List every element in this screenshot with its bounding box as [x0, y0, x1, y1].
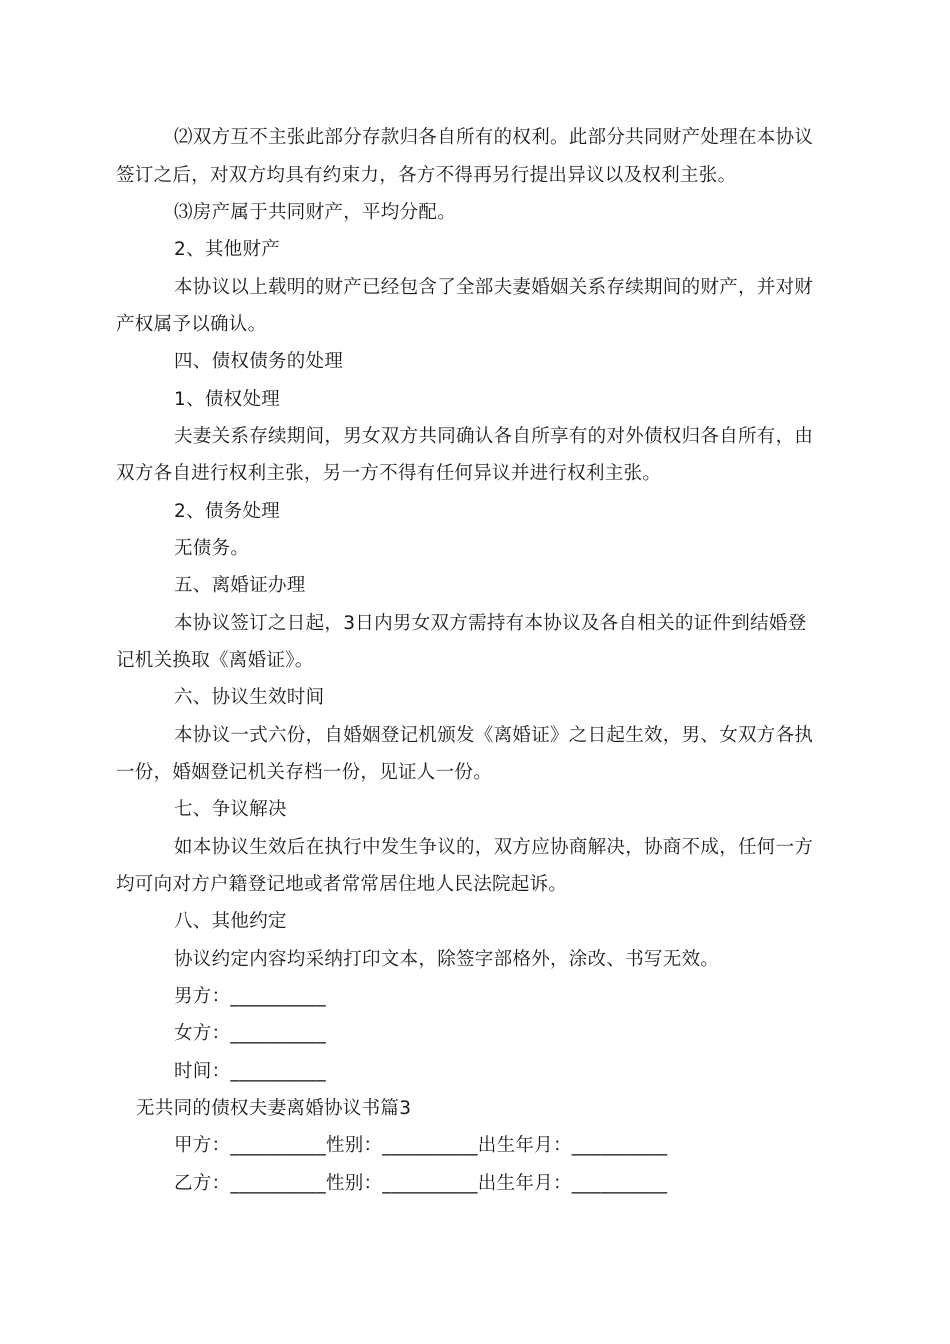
section-heading: 六、协议生效时间 — [174, 687, 325, 708]
section-heading: 2、其他财产 — [174, 239, 281, 260]
paragraph-line: 本协议签订之日起，3日内男女双方需持有本协议及各自相关的证件到结婚登 — [174, 613, 807, 634]
section-heading: 七、争议解决 — [174, 799, 287, 820]
paragraph-line: 记机关换取《离婚证》。 — [116, 650, 314, 671]
paragraph-line: 双方各自进行权利主张，另一方不得有任何异议并进行权利主张。 — [116, 463, 662, 484]
paragraph-line: 无债务。 — [174, 538, 250, 559]
section-heading: 2、债务处理 — [174, 501, 281, 522]
party-a-fields: 甲方：__________性别：__________出生年月：__________ — [174, 1135, 668, 1156]
paragraph-line: 协议约定内容均采纳打印文本，除签字部格外，涂改、书写无效。 — [174, 949, 720, 970]
paragraph-line: 夫妻关系存续期间，男女双方共同确认各自所享有的对外债权归各自所有，由 — [174, 426, 814, 447]
document-title: 无共同的债权夫妻离婚协议书篇3 — [136, 1098, 412, 1119]
paragraph-line: 签订之后，对双方均具有约束力，各方不得再另行提出异议以及权利主张。 — [116, 165, 737, 186]
paragraph-line: 一份，婚姻登记机关存档一份，见证人一份。 — [116, 762, 493, 783]
section-heading: 八、其他约定 — [174, 911, 287, 932]
paragraph-line: 均可向对方户籍登记地或者常常居住地人民法院起诉。 — [116, 874, 568, 895]
paragraph-line: ⑵双方互不主张此部分存款归各自所有的权利。此部分共同财产处理在本协议 — [174, 127, 814, 148]
section-heading: 四、债权债务的处理 — [174, 351, 344, 372]
paragraph-line: ⑶房产属于共同财产，平均分配。 — [174, 202, 457, 223]
paragraph-line: 本协议以上载明的财产已经包含了全部夫妻婚姻关系存续期间的财产，并对财 — [174, 277, 814, 298]
signature-field-male: 男方：__________ — [174, 986, 326, 1007]
section-heading: 五、离婚证办理 — [174, 575, 306, 596]
paragraph-line: 如本协议生效后在执行中发生争议的，双方应协商解决，协商不成，任何一方 — [174, 837, 814, 858]
date-field: 时间：__________ — [174, 1061, 326, 1082]
party-b-fields: 乙方：__________性别：__________出生年月：__________ — [174, 1173, 668, 1194]
paragraph-line: 本协议一式六份，自婚姻登记机颁发《离婚证》之日起生效，男、女双方各执 — [174, 725, 814, 746]
paragraph-line: 产权属予以确认。 — [116, 314, 267, 335]
signature-field-female: 女方：__________ — [174, 1023, 326, 1044]
section-heading: 1、债权处理 — [174, 389, 281, 410]
